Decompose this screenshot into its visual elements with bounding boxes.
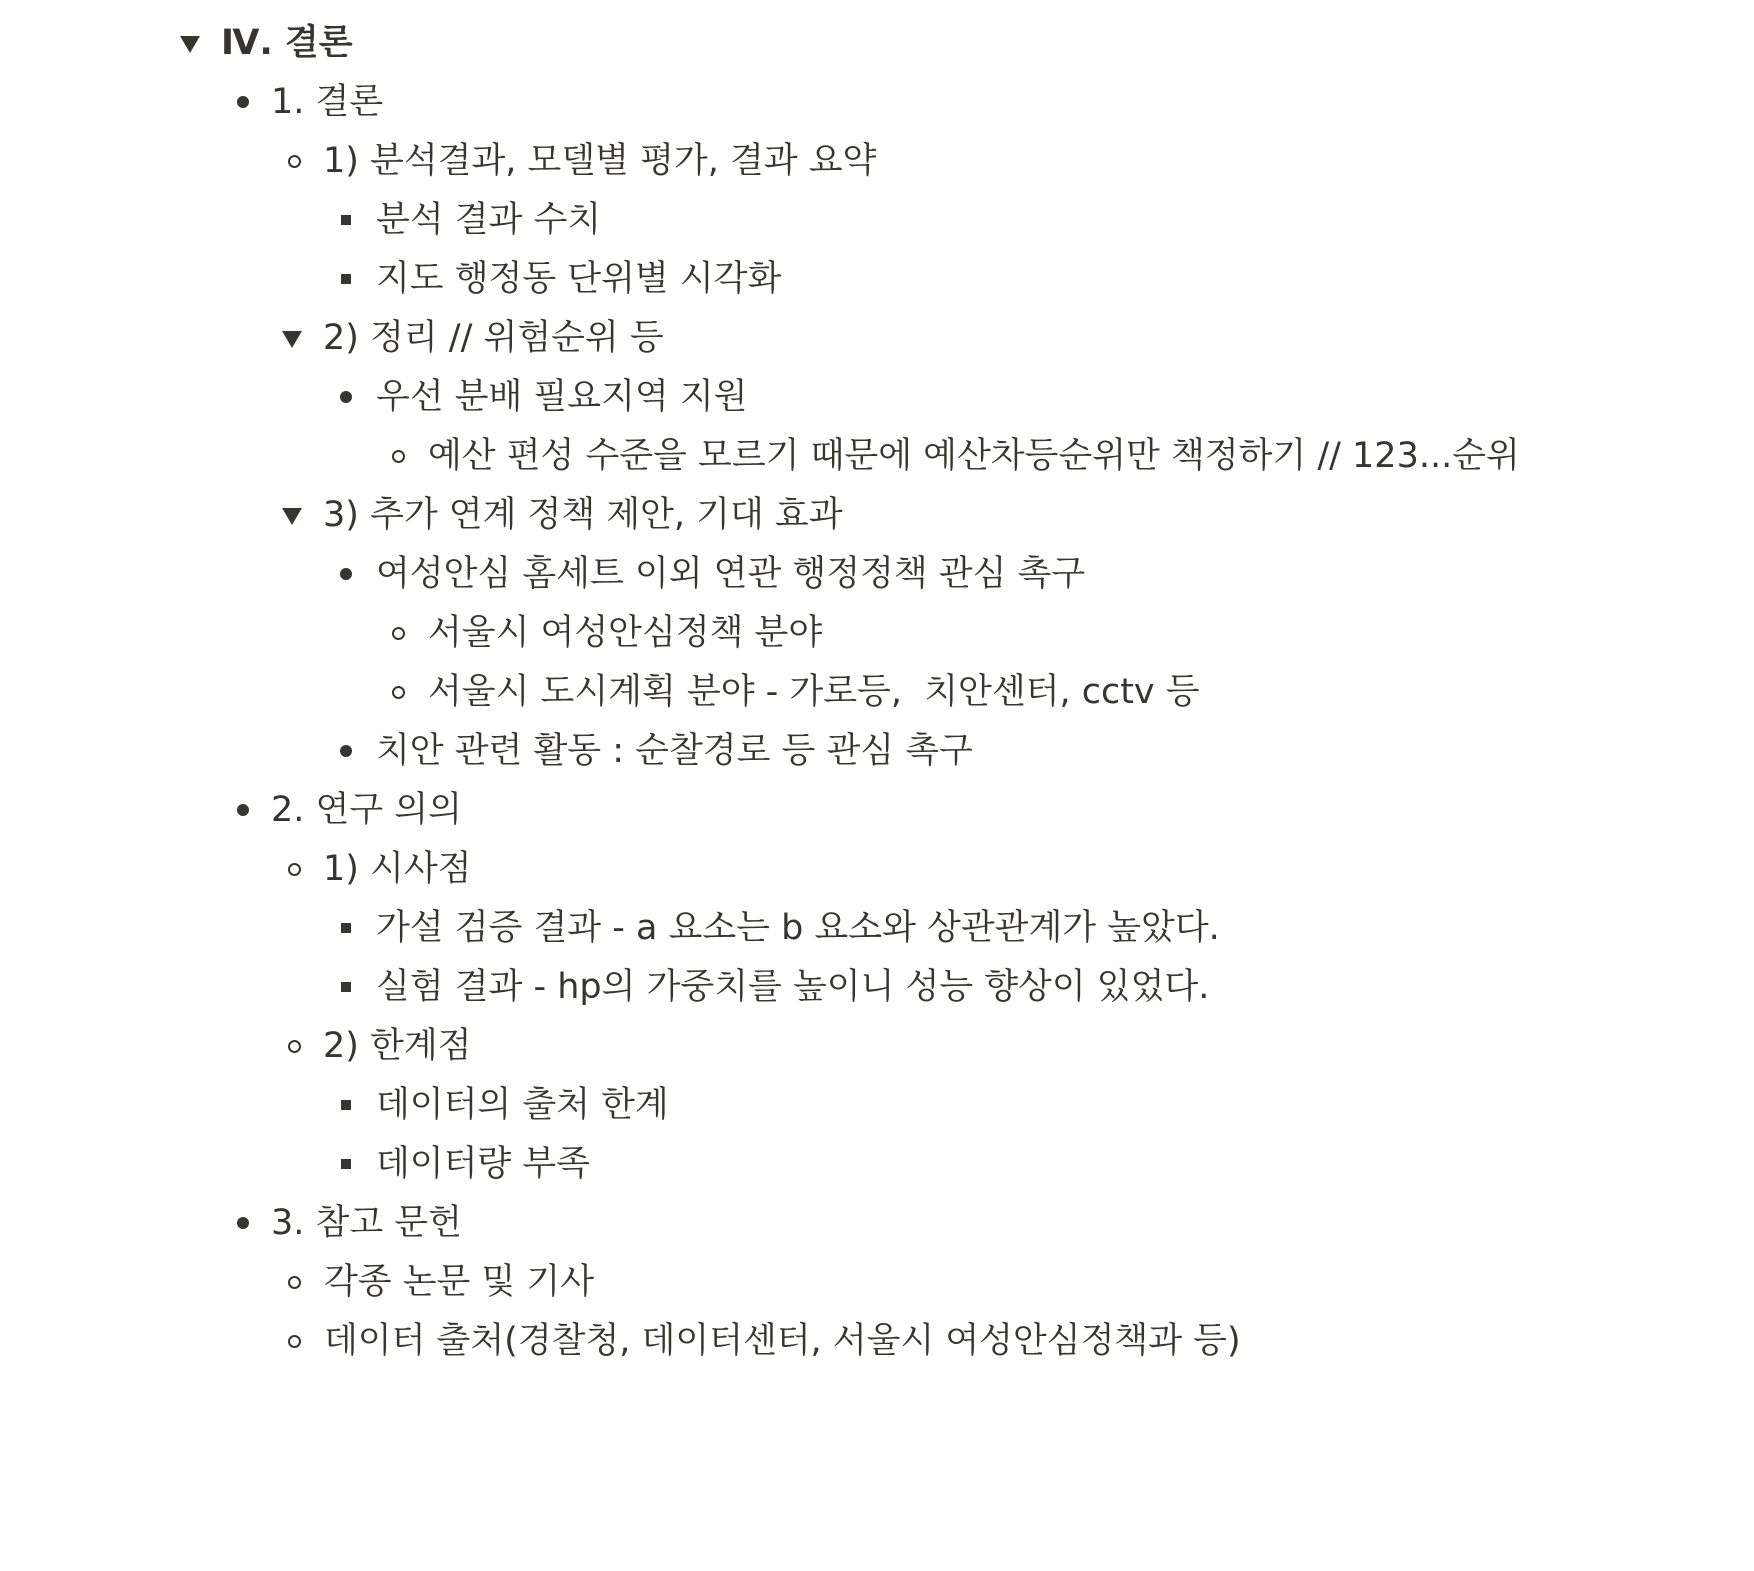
- circle-bullet-icon: [288, 155, 301, 168]
- item-text: 치안 관련 활동 : 순찰경로 등 관심 촉구: [376, 731, 973, 771]
- square-bullet-icon: [341, 1159, 351, 1169]
- item-text: 데이터의 출처 한계: [376, 1085, 669, 1125]
- item-text: 데이터량 부족: [376, 1144, 590, 1184]
- item-title: 2) 정리 // 위험순위 등: [323, 318, 664, 358]
- circle-bullet-icon: [392, 450, 405, 463]
- item-text: 예산 편성 수준을 모르기 때문에 예산차등순위만 책정하기 // 123...순위: [428, 436, 1520, 476]
- section-title: 3. 참고 문헌: [271, 1203, 462, 1243]
- disc-bullet-icon: [340, 745, 352, 757]
- square-bullet-icon: [341, 215, 351, 225]
- item-text: 데이터 출처(경찰청, 데이터센터, 서울시 여성안심정책과 등): [324, 1321, 1241, 1361]
- outline-heading: Ⅳ. 결론: [221, 23, 353, 63]
- section-title: 1. 결론: [271, 82, 384, 122]
- item-text: 실험 결과 - hp의 가중치를 높이니 성능 향상이 있었다.: [376, 967, 1210, 1007]
- toggle-triangle-icon[interactable]: [282, 508, 302, 525]
- circle-bullet-icon: [288, 863, 301, 876]
- item-text: 우선 분배 필요지역 지원: [376, 377, 748, 417]
- disc-bullet-icon: [237, 804, 249, 816]
- item-text: 지도 행정동 단위별 시각화: [376, 259, 782, 299]
- circle-bullet-icon: [288, 1335, 301, 1348]
- item-text: 서울시 도시계획 분야 - 가로등, 치안센터, cctv 등: [428, 672, 1200, 712]
- item-title: 3) 추가 연계 정책 제안, 기대 효과: [323, 495, 843, 535]
- disc-bullet-icon: [237, 96, 249, 108]
- square-bullet-icon: [341, 923, 351, 933]
- circle-bullet-icon: [288, 1040, 301, 1053]
- toggle-triangle-icon[interactable]: [282, 331, 302, 348]
- item-text: 여성안심 홈세트 이외 연관 행정정책 관심 촉구: [376, 554, 1086, 594]
- disc-bullet-icon: [340, 391, 352, 403]
- square-bullet-icon: [341, 1100, 351, 1110]
- circle-bullet-icon: [288, 1276, 301, 1289]
- toggle-triangle-icon[interactable]: [180, 36, 200, 53]
- disc-bullet-icon: [237, 1217, 249, 1229]
- item-text: 가설 검증 결과 - a 요소는 b 요소와 상관관계가 높았다.: [376, 908, 1220, 948]
- item-text: 각종 논문 및 기사: [324, 1262, 595, 1302]
- square-bullet-icon: [341, 274, 351, 284]
- disc-bullet-icon: [340, 568, 352, 580]
- item-text: 서울시 여성안심정책 분야: [428, 613, 823, 653]
- circle-bullet-icon: [392, 686, 405, 699]
- section-title: 2. 연구 의의: [271, 790, 462, 830]
- item-title: 2) 한계점: [323, 1026, 472, 1066]
- square-bullet-icon: [341, 982, 351, 992]
- item-title: 1) 시사점: [323, 849, 472, 889]
- circle-bullet-icon: [392, 627, 405, 640]
- item-title: 1) 분석결과, 모델별 평가, 결과 요약: [323, 141, 877, 181]
- item-text: 분석 결과 수치: [376, 200, 602, 240]
